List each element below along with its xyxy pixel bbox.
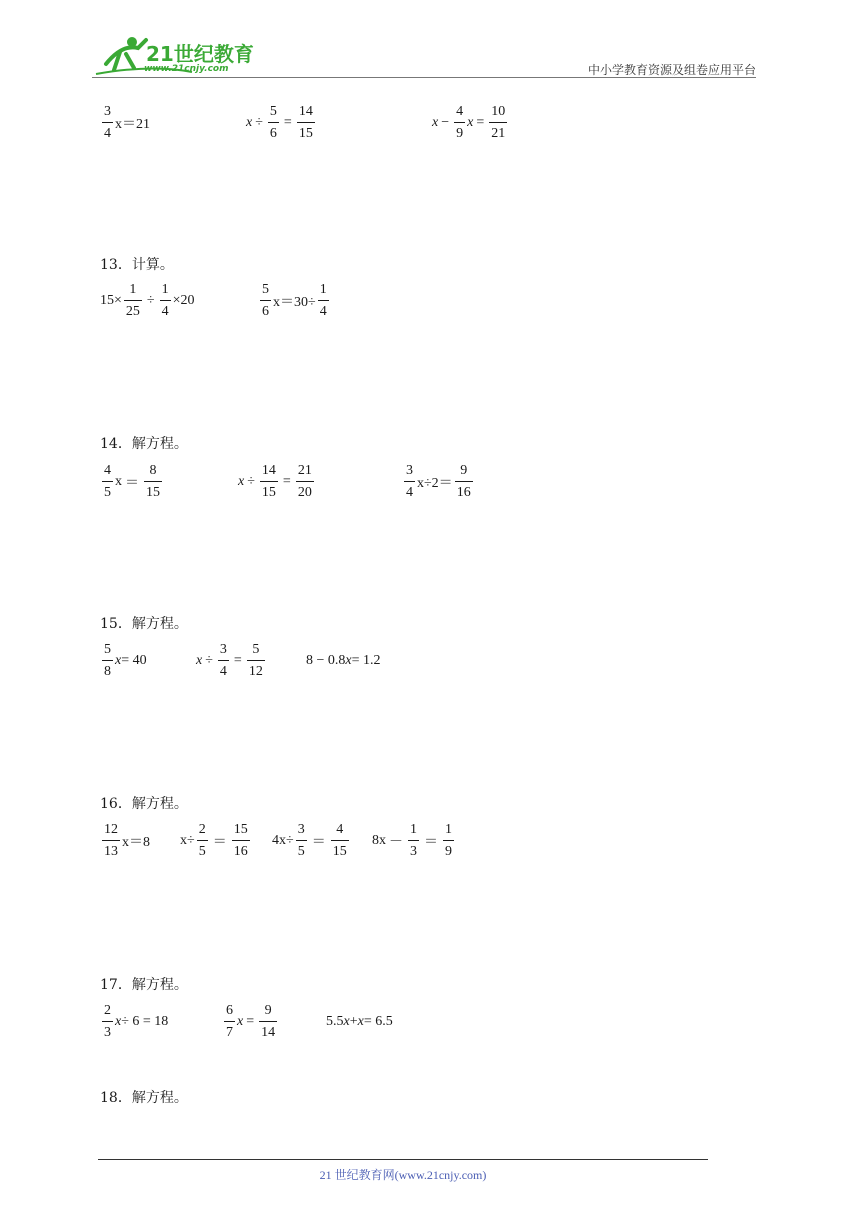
- fraction-numerator: 3: [104, 104, 111, 119]
- logo-text: 21世纪教育: [146, 42, 254, 66]
- equation-term: ＝: [424, 835, 438, 850]
- equation-term: = 40: [121, 653, 147, 668]
- fraction-denominator: 12: [248, 664, 263, 679]
- equation-14-3: [402, 459, 475, 505]
- fraction-denominator: 16: [233, 844, 248, 859]
- fraction-numerator: 3: [297, 822, 305, 837]
- equation-term: x: [196, 653, 203, 668]
- fraction-denominator: 16: [456, 485, 471, 500]
- header-logo: [92, 34, 262, 78]
- fraction-denominator: 14: [261, 1025, 276, 1040]
- equation-term: x: [467, 115, 474, 130]
- fraction: [224, 1004, 235, 1040]
- equation-17-1: [100, 999, 168, 1045]
- fraction-numerator: 5: [252, 642, 260, 657]
- fraction-denominator: 9: [445, 844, 452, 859]
- equation-term: x＝21: [115, 117, 150, 132]
- equation-16-3: [272, 818, 351, 864]
- equation-13-1: [100, 278, 195, 324]
- fraction: [232, 823, 250, 859]
- fraction-numerator: 12: [104, 822, 118, 837]
- header-divider: [92, 77, 756, 78]
- fraction-denominator: 6: [262, 304, 269, 319]
- footer-text: 21 世纪教育网(www.21cnjy.com): [319, 1168, 487, 1182]
- fraction-numerator: 1: [129, 282, 137, 297]
- fraction-numerator: 5: [269, 104, 277, 119]
- fraction-numerator: 3: [219, 642, 227, 657]
- equation-term: ＝: [125, 476, 139, 491]
- equation-term: x＝8: [122, 835, 150, 850]
- equation-term: x＝30÷: [273, 295, 316, 310]
- fraction-denominator: 5: [198, 844, 206, 859]
- fraction: [318, 283, 329, 319]
- fraction: [455, 464, 473, 500]
- fraction: [268, 105, 279, 141]
- equation-term: +: [349, 1014, 358, 1029]
- equation-term: x: [345, 653, 352, 668]
- fraction-denominator: 13: [104, 844, 118, 859]
- equation-term: x: [357, 1014, 364, 1029]
- equation-term: x: [246, 115, 253, 130]
- equation-term: 8 − 0.8: [306, 653, 346, 668]
- fraction: [489, 105, 507, 141]
- fraction: [144, 464, 162, 500]
- equation-term: －: [389, 835, 403, 850]
- fraction: [443, 823, 454, 859]
- equation-term: ÷: [255, 115, 263, 130]
- equation-term: ÷: [247, 474, 255, 489]
- equation-17-3: [326, 999, 393, 1045]
- equation-a3: [432, 100, 509, 146]
- equation-term: x: [343, 1014, 350, 1029]
- equation-term: x÷: [180, 833, 195, 848]
- equation-term: x: [115, 474, 122, 489]
- equation-term: =: [246, 1014, 255, 1029]
- fraction-denominator: 4: [406, 485, 413, 500]
- fraction: [296, 464, 314, 500]
- fraction-numerator: 4: [456, 104, 464, 119]
- fraction-numerator: 14: [261, 463, 276, 478]
- fraction-numerator: 2: [198, 822, 206, 837]
- fraction-numerator: 1: [410, 822, 417, 837]
- fraction-numerator: 21: [297, 463, 312, 478]
- fraction-numerator: 4: [336, 822, 344, 837]
- fraction-numerator: 15: [233, 822, 248, 837]
- fraction-denominator: 15: [298, 126, 313, 141]
- fraction: [160, 283, 171, 319]
- equation-term: ×20: [172, 293, 195, 308]
- equation-term: x: [115, 653, 122, 668]
- fraction-numerator: 1: [161, 282, 169, 297]
- fraction: [102, 1004, 113, 1040]
- equation-a1: [100, 100, 150, 146]
- equation-term: ＝: [212, 835, 227, 850]
- fraction-numerator: 9: [264, 1003, 272, 1018]
- fraction: [260, 464, 278, 500]
- equation-term: = 1.2: [351, 653, 381, 668]
- fraction-numerator: 6: [226, 1003, 233, 1018]
- fraction: [218, 643, 229, 679]
- fraction: [102, 105, 113, 141]
- question-15-title: 15．解方程。: [100, 616, 188, 632]
- equation-term: x: [238, 474, 245, 489]
- fraction-numerator: 1: [319, 282, 327, 297]
- fraction-denominator: 6: [269, 126, 277, 141]
- fraction: [124, 283, 142, 319]
- equation-17-2: [222, 999, 279, 1045]
- equation-term: =: [282, 474, 291, 489]
- fraction-denominator: 5: [297, 844, 305, 859]
- equation-15-1: [100, 638, 147, 684]
- fraction-denominator: 25: [125, 304, 140, 319]
- fraction-denominator: 4: [104, 126, 111, 141]
- fraction-numerator: 10: [491, 104, 506, 119]
- fraction-numerator: 5: [262, 282, 269, 297]
- fraction-numerator: 5: [104, 642, 111, 657]
- question-13-title: 13．计算。: [100, 257, 174, 273]
- fraction-numerator: 2: [104, 1003, 111, 1018]
- fraction: [297, 105, 315, 141]
- logo-url: www.21cnjy.com: [144, 64, 229, 74]
- fraction-numerator: 4: [104, 463, 111, 478]
- equation-term: ＝: [311, 835, 326, 850]
- fraction-denominator: 9: [456, 126, 464, 141]
- equation-term: =: [233, 653, 242, 668]
- equation-15-3: [306, 638, 381, 684]
- fraction: [102, 643, 113, 679]
- fraction-denominator: 5: [104, 485, 111, 500]
- fraction-denominator: 8: [104, 664, 111, 679]
- equation-13-2: [258, 278, 331, 324]
- fraction-denominator: 15: [261, 485, 276, 500]
- fraction-denominator: 15: [332, 844, 347, 859]
- fraction: [102, 823, 120, 859]
- fraction-denominator: 3: [104, 1025, 111, 1040]
- fraction-denominator: 21: [491, 126, 506, 141]
- question-18-title: 18．解方程。: [100, 1090, 188, 1106]
- equation-term: = 6.5: [363, 1014, 393, 1029]
- equation-term: 4x÷: [272, 833, 294, 848]
- fraction: [260, 283, 271, 319]
- equation-term: ÷: [205, 653, 213, 668]
- equation-14-2: [238, 459, 316, 505]
- equation-16-1: [100, 818, 150, 864]
- fraction: [296, 823, 307, 859]
- footer-divider: [98, 1159, 708, 1160]
- question-17-title: 17．解方程。: [100, 977, 188, 993]
- equation-term: 15×: [100, 293, 122, 308]
- header-platform-text: 中小学教育资源及组卷应用平台: [587, 63, 756, 77]
- equation-15-2: [196, 638, 267, 684]
- equation-term: x÷2＝: [417, 476, 453, 491]
- fraction-numerator: 8: [149, 463, 157, 478]
- fraction: [247, 643, 265, 679]
- question-14-title: 14．解方程。: [100, 436, 188, 452]
- fraction: [331, 823, 349, 859]
- fraction-denominator: 3: [410, 844, 417, 859]
- fraction: [454, 105, 465, 141]
- question-16-title: 16．解方程。: [100, 796, 188, 812]
- equation-16-4: [372, 818, 456, 864]
- fraction-numerator: 1: [445, 822, 452, 837]
- fraction-denominator: 4: [161, 304, 169, 319]
- fraction: [408, 823, 419, 859]
- equation-term: x: [115, 1014, 122, 1029]
- equation-term: ÷: [146, 293, 155, 308]
- equation-term: =: [283, 115, 292, 130]
- equation-term: x: [432, 115, 439, 130]
- fraction-denominator: 20: [297, 485, 312, 500]
- fraction-numerator: 14: [298, 104, 313, 119]
- fraction-denominator: 7: [226, 1025, 233, 1040]
- fraction: [102, 464, 113, 500]
- fraction-denominator: 4: [319, 304, 327, 319]
- fraction-numerator: 3: [406, 463, 413, 478]
- equation-term: ÷ 6 = 18: [121, 1014, 169, 1029]
- equation-term: =: [476, 115, 485, 130]
- fraction-denominator: 15: [146, 485, 160, 500]
- fraction: [404, 464, 415, 500]
- equation-a2: [246, 100, 317, 146]
- fraction-denominator: 4: [219, 664, 227, 679]
- fraction: [259, 1004, 277, 1040]
- equation-term: 8x: [372, 833, 386, 848]
- equation-term: 5.5: [326, 1014, 344, 1029]
- fraction: [197, 823, 208, 859]
- equation-term: −: [441, 115, 450, 130]
- fraction-numerator: 9: [460, 463, 468, 478]
- equation-16-2: [180, 818, 252, 864]
- equation-term: x: [237, 1014, 244, 1029]
- equation-14-1: [100, 459, 164, 505]
